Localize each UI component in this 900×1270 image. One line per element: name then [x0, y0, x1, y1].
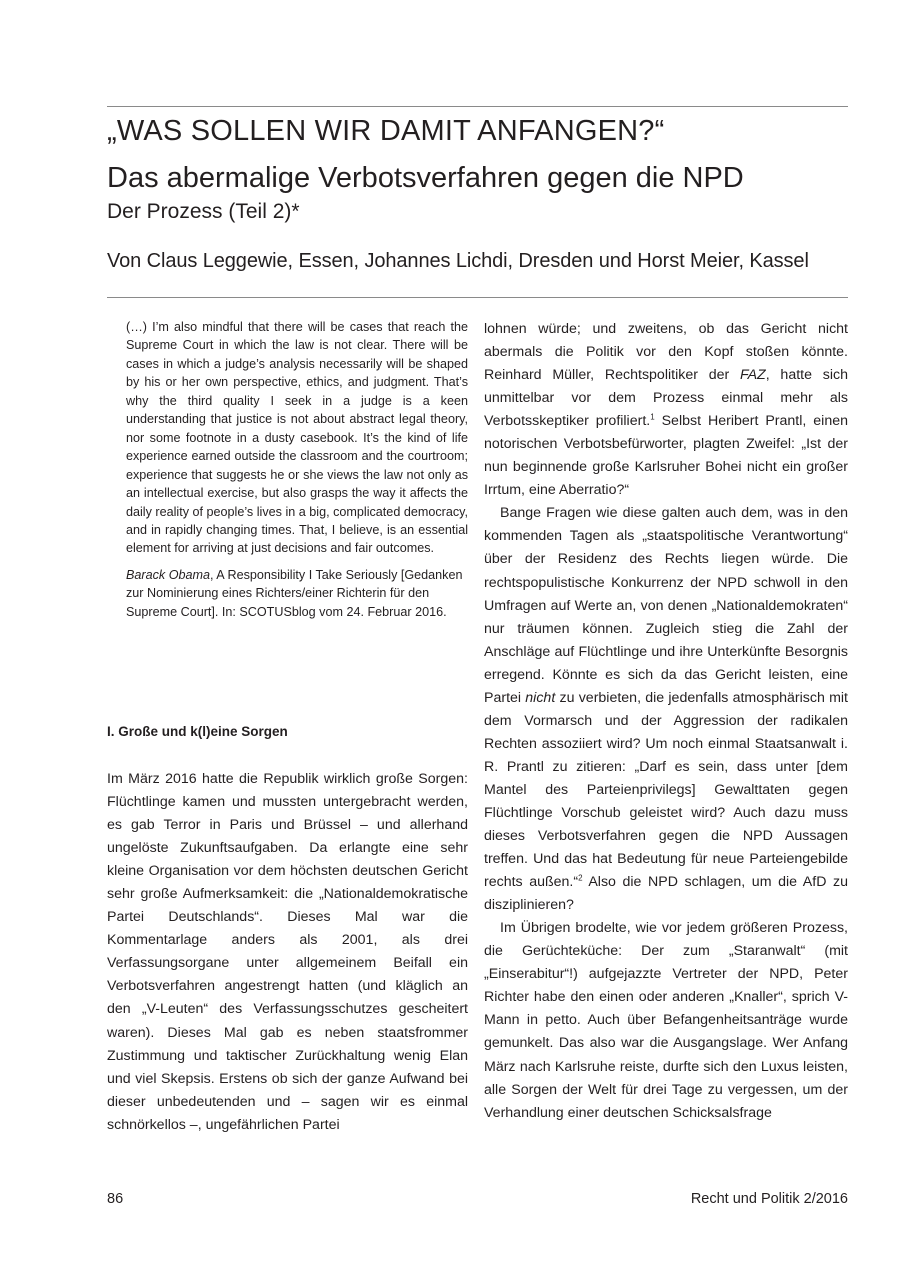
- right-column: [484, 318, 848, 1125]
- epigraph-quote: (…) I’m also mindful that there will be cases that reach the Supreme Court in which the law is not clear. There will be cases in which a judge’s analysis necessarily will be shaped by his or her own perspective, ethics, and judgment. That’s why the third quality I seek in a judge is a keen understanding that justice is not about abstract legal theory, nor some footnote in a dusty casebook. It’s the kind of life experience earned outside the classroom and the courtroom; experience that suggests he or she views the law not only as an intellectual exercise, but also grasps the way it affects the daily reality of people’s lives in a big, complicated democracy, and in rapidly changing times. That, I believe, is an essential element for arriving at just decisions and fair outcomes.: [126, 320, 468, 556]
- epigraph-source-author: Barack Obama: [126, 567, 210, 582]
- right-p1-text-c: Selbst Heribert Prantl, einen notorischen Verbotsbefürworter, plagten Zweifel: „Ist der nun beginnende große Karlsruher Bohei nicht ein großer Irrtum, eine Aberratio?“: [484, 413, 848, 499]
- article-title-line1: „WAS SOLLEN WIR DAMIT ANFANGEN?“: [107, 115, 665, 147]
- top-rule: [107, 106, 848, 107]
- left-column-paragraph: Im März 2016 hatte die Republik wirklich große Sorgen: Flüchtlinge kamen und mussten untergebracht werden, es gab Terror in Paris und Brüssel – und allerhand ungelöste Zukunftsaufgaben. Da erlangte eine sehr kleine Organisation vor dem höchsten deutschen Gericht sehr große Aufmerksamkeit: die „Nationaldemokratische Partei Deutschlands“. Dieses Mal war die Kommentarlage anders als 2001, als drei Verfassungsorgane unter allgemeinem Beifall ein Verbotsverfahren angestrengt hatten (und kläglich an den „V-Leuten“ des Verfassungsschutzes gescheitert waren). Dieses Mal gab es neben staatsfrommer Zustimmung und taktischer Zurückhaltung wenig Elan und viel Skepsis. Erstens ob sich der ganze Aufwand bei dieser unbedeutenden und – sagen wir es einmal schnörkellos –, ungefährlichen Partei: [107, 771, 468, 1133]
- page-number: 86: [107, 1191, 124, 1207]
- article-subtitle: Der Prozess (Teil 2)*: [107, 200, 300, 223]
- right-paragraph-3: Im Übrigen brodelte, wie vor jedem größeren Prozess, die Gerüchteküche: Der zum „Staranwalt“ (mit „Einserabitur“!) aufgejazzte Vertreter der NPD, Peter Richter habe den einen oder anderen „Knaller“, sprich V-Mann in petto. Auch über Befangenheitsanträge wurde gemunkelt. Das also war die Ausgangslage. Wer Anfang März nach Karlsruhe reiste, durfte sich den Luxus leisten, alle Sorgen der Welt für drei Tage zu vergessen, um der Verhandlung einer deutschen Schicksalsfrage: [484, 920, 848, 1121]
- right-paragraph-2: [484, 502, 848, 917]
- journal-footer: Recht und Politik 2/2016: [690, 1191, 848, 1207]
- header-rule: [107, 297, 848, 298]
- article-title-line2: Das abermalige Verbotsverfahren gegen die NPD: [107, 162, 744, 194]
- right-p1-text-a: lohnen würde; und zweitens, ob das Gericht nicht abermals die Politik vor den Kopf stoßen könnte. Reinhard Müller, Rechtspolitiker der: [484, 321, 848, 384]
- footnote-ref-1[interactable]: 1: [650, 412, 655, 422]
- section-heading: I. Große und k(l)eine Sorgen: [107, 724, 288, 739]
- right-p1-faz: FAZ: [739, 367, 766, 384]
- right-p1-text-b: , hatte sich unmittelbar vor dem Prozess einmal mehr als Verbotsskeptiker profiliert.: [484, 367, 848, 430]
- epigraph: [126, 318, 468, 621]
- left-column: [107, 768, 468, 1137]
- right-p2-nicht: nicht: [525, 689, 556, 706]
- right-p2-text-b: zu verbieten, die jedenfalls atmosphärisch mit dem Vormarsch und der Aggression der radikalen Rechten assoziiert wird? Um noch einmal Staatsanwalt i. R. Prantl zu zitieren: „Darf es sein, dass unter [dem Mantel des Parteienprivilegs] Gewalttaten gegen Flüchtlinge Vorschub geleistet wird? Auch dazu muss dieses Verbotsverfahren gegen die NPD Aussagen treffen. Und das hat Bedeutung für neue Parteiengebilde rechts außen.“: [484, 689, 848, 891]
- epigraph-source-text: , A Responsibility I Take Seriously [Gedanken zur Nominierung eines Richters/einer Richterin für den Supreme Court]. In: SCOTUSblog vom 24. Februar 2016.: [126, 567, 463, 619]
- right-paragraph-1: [484, 318, 848, 502]
- right-p2-text-a: Bange Fragen wie diese galten auch dem, was in den kommenden Tagen als „staatspolitische Verantwortung“ über der Residenz des Rechts liegen würde. Die rechtspopulistische Konkurrenz der NPD schwoll in den Umfragen auf Werte an, von denen „Nationaldemokraten“ nur träumen können. Zugleich stieg die Zahl der Anschläge auf Flüchtlinge und ihre Unterkünfte Besorgnis erregend. Könnte es sich da das Gericht leisten, eine Partei: [484, 505, 848, 706]
- article-authors: Von Claus Leggewie, Essen, Johannes Lichdi, Dresden und Horst Meier, Kassel: [107, 250, 809, 272]
- footnote-ref-2[interactable]: 2: [578, 873, 583, 883]
- epigraph-source: [126, 566, 468, 621]
- right-p2-text-c: Also die NPD schlagen, um die AfD zu disziplinieren?: [484, 874, 848, 914]
